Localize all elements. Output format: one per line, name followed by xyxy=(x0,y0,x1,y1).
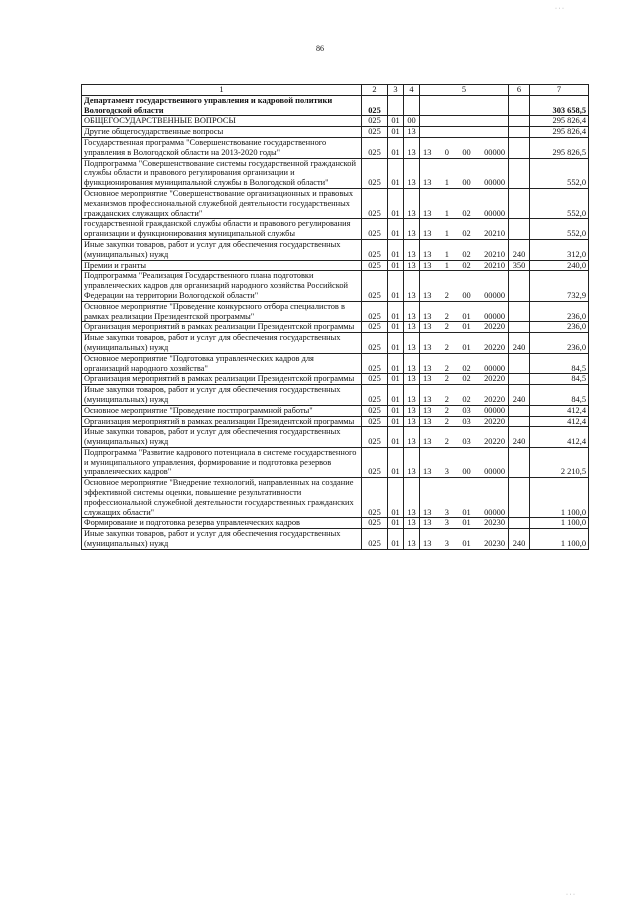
row-target-article-cell xyxy=(420,239,509,260)
target-article-part: 00 xyxy=(462,290,471,300)
target-article-part: 1 xyxy=(444,229,449,239)
target-article-part: 00000 xyxy=(484,363,505,373)
row-admin-code-cell: 025 xyxy=(362,116,388,127)
row-admin-code-cell: 025 xyxy=(362,158,388,188)
row-name-cell: Подпрограмма "Совершенствование системы государственной гражданской службы области и правового регулирования организации и функционирования муниципальной службы в Вологодской области" xyxy=(82,158,362,188)
target-article-part: 00000 xyxy=(484,507,505,517)
row-section-cell: 01 xyxy=(388,374,404,385)
target-article-part: 01 xyxy=(462,518,471,528)
row-amount-cell: 552,0 xyxy=(530,188,589,218)
row-target-article-cell xyxy=(420,127,509,138)
row-amount-cell: 236,0 xyxy=(530,301,589,322)
table-row xyxy=(82,188,589,218)
row-expense-type-cell xyxy=(509,405,530,416)
row-section-cell xyxy=(388,95,404,116)
row-amount-cell: 412,4 xyxy=(530,427,589,448)
target-article-code xyxy=(420,261,508,271)
target-article-code xyxy=(420,508,508,518)
table-row xyxy=(82,405,589,416)
target-article-part: 02 xyxy=(462,229,471,239)
target-article-part: 1 xyxy=(444,260,449,270)
row-name-cell: Государственная программа "Совершенствование государственного управления в Вологодской области на 2013-2020 годы" xyxy=(82,137,362,158)
row-admin-code-cell: 025 xyxy=(362,322,388,333)
target-article-part: 13 xyxy=(423,260,432,270)
target-article-part: 13 xyxy=(423,147,432,157)
row-amount-cell: 2 210,5 xyxy=(530,447,589,477)
row-subsection-cell: 13 xyxy=(404,518,420,529)
target-article-part: 01 xyxy=(462,311,471,321)
table-row xyxy=(82,385,589,406)
target-article-part: 20220 xyxy=(484,342,505,352)
row-expense-type-cell: 240 xyxy=(509,529,530,550)
target-article-part: 13 xyxy=(423,311,432,321)
row-expense-type-cell xyxy=(509,158,530,188)
target-article-part: 20220 xyxy=(484,416,505,426)
table-row xyxy=(82,271,589,301)
row-section-cell: 01 xyxy=(388,416,404,427)
table-row xyxy=(82,529,589,550)
table-row xyxy=(82,374,589,385)
row-amount-cell: 84,5 xyxy=(530,374,589,385)
target-article-part: 2 xyxy=(444,416,449,426)
target-article-part: 13 xyxy=(423,507,432,517)
row-subsection-cell: 13 xyxy=(404,447,420,477)
row-section-cell: 01 xyxy=(388,447,404,477)
row-target-article-cell xyxy=(420,353,509,374)
row-target-article-cell xyxy=(420,116,509,127)
row-section-cell: 01 xyxy=(388,137,404,158)
row-expense-type-cell xyxy=(509,478,530,518)
row-subsection-cell: 13 xyxy=(404,271,420,301)
row-name-cell: Департамент государственного управления и кадровой политики Вологодской области xyxy=(82,95,362,116)
target-article-code xyxy=(420,291,508,301)
row-name-cell: Организация мероприятий в рамках реализации Президентской программы xyxy=(82,322,362,333)
row-expense-type-cell xyxy=(509,219,530,240)
target-article-part: 20230 xyxy=(484,518,505,528)
row-admin-code-cell: 025 xyxy=(362,447,388,477)
row-expense-type-cell xyxy=(509,271,530,301)
target-article-code xyxy=(420,467,508,477)
table-row xyxy=(82,260,589,271)
row-name-cell: Подпрограмма "Развитие кадрового потенциала в системе государственного и муниципального управления, формирование и подготовка резервов управленческих кадров" xyxy=(82,447,362,477)
target-article-part: 20220 xyxy=(484,437,505,447)
row-expense-type-cell xyxy=(509,137,530,158)
row-amount-cell: 552,0 xyxy=(530,158,589,188)
row-admin-code-cell: 025 xyxy=(362,127,388,138)
target-article-code xyxy=(420,322,508,332)
row-subsection-cell: 13 xyxy=(404,353,420,374)
row-name-cell: Иные закупки товаров, работ и услуг для обеспечения государственных (муниципальных) нужд xyxy=(82,239,362,260)
target-article-part: 00000 xyxy=(484,467,505,477)
target-article-part: 03 xyxy=(462,416,471,426)
target-article-part: 00 xyxy=(462,178,471,188)
row-expense-type-cell xyxy=(509,301,530,322)
target-article-part: 13 xyxy=(423,342,432,352)
target-article-part: 20210 xyxy=(484,229,505,239)
target-article-part: 2 xyxy=(444,405,449,415)
row-section-cell: 01 xyxy=(388,301,404,322)
target-article-part: 01 xyxy=(462,322,471,332)
target-article-part: 00 xyxy=(462,467,471,477)
target-article-code xyxy=(420,417,508,427)
row-subsection-cell: 13 xyxy=(404,301,420,322)
target-article-part: 13 xyxy=(423,290,432,300)
target-article-part: 13 xyxy=(423,322,432,332)
target-article-part: 13 xyxy=(423,518,432,528)
row-section-cell: 01 xyxy=(388,478,404,518)
target-article-part: 02 xyxy=(462,208,471,218)
header-cell: 7 xyxy=(530,85,589,96)
row-admin-code-cell: 025 xyxy=(362,518,388,529)
target-article-part: 2 xyxy=(444,437,449,447)
row-subsection-cell: 13 xyxy=(404,137,420,158)
target-article-part: 3 xyxy=(444,467,449,477)
header-cell: 6 xyxy=(509,85,530,96)
row-admin-code-cell: 025 xyxy=(362,333,388,354)
row-name-cell: ОБЩЕГОСУДАРСТВЕННЫЕ ВОПРОСЫ xyxy=(82,116,362,127)
row-amount-cell: 236,0 xyxy=(530,322,589,333)
row-amount-cell: 412,4 xyxy=(530,405,589,416)
budget-table xyxy=(81,84,589,550)
row-target-article-cell xyxy=(420,427,509,448)
row-amount-cell: 303 658,5 xyxy=(530,95,589,116)
table-row xyxy=(82,137,589,158)
target-article-part: 13 xyxy=(423,539,432,549)
row-target-article-cell xyxy=(420,219,509,240)
row-admin-code-cell: 025 xyxy=(362,137,388,158)
target-article-part: 13 xyxy=(423,405,432,415)
row-name-cell: Иные закупки товаров, работ и услуг для обеспечения государственных (муниципальных) нужд xyxy=(82,427,362,448)
row-subsection-cell: 13 xyxy=(404,239,420,260)
row-admin-code-cell: 025 xyxy=(362,260,388,271)
target-article-part: 2 xyxy=(444,290,449,300)
target-article-part: 13 xyxy=(423,229,432,239)
row-target-article-cell xyxy=(420,333,509,354)
row-admin-code-cell: 025 xyxy=(362,301,388,322)
row-name-cell: Основное мероприятие "Внедрение технологий, направленных на создание эффективной системы оценки, повышение результативности профессиональной служебной деятельности государственных гражданских служащих области" xyxy=(82,478,362,518)
row-section-cell: 01 xyxy=(388,333,404,354)
row-subsection-cell: 13 xyxy=(404,416,420,427)
row-amount-cell: 552,0 xyxy=(530,219,589,240)
row-name-cell: Основное мероприятие "Подготовка управленческих кадров для организаций народного хозяйства" xyxy=(82,353,362,374)
target-article-code xyxy=(420,364,508,374)
row-target-article-cell xyxy=(420,447,509,477)
row-section-cell: 01 xyxy=(388,260,404,271)
row-admin-code-cell: 025 xyxy=(362,529,388,550)
table-header-row xyxy=(82,85,589,96)
target-article-code xyxy=(420,250,508,260)
row-target-article-cell xyxy=(420,405,509,416)
row-expense-type-cell xyxy=(509,518,530,529)
row-target-article-cell xyxy=(420,260,509,271)
row-expense-type-cell xyxy=(509,95,530,116)
row-admin-code-cell: 025 xyxy=(362,427,388,448)
row-name-cell: Основное мероприятие "Проведение постпрограммной работы" xyxy=(82,405,362,416)
row-section-cell: 01 xyxy=(388,405,404,416)
table-row xyxy=(82,447,589,477)
target-article-part: 20210 xyxy=(484,249,505,259)
row-subsection-cell xyxy=(404,95,420,116)
row-expense-type-cell: 240 xyxy=(509,385,530,406)
target-article-part: 2 xyxy=(444,363,449,373)
target-article-part: 02 xyxy=(462,394,471,404)
target-article-part: 02 xyxy=(462,363,471,373)
row-admin-code-cell: 025 xyxy=(362,405,388,416)
row-expense-type-cell xyxy=(509,127,530,138)
target-article-part: 2 xyxy=(444,394,449,404)
row-expense-type-cell xyxy=(509,374,530,385)
row-name-cell: Подпрограмма "Реализация Государственного плана подготовки управленческих кадров для организаций народного хозяйства Российской Федерации на территории Вологодской области" xyxy=(82,271,362,301)
row-name-cell: Иные закупки товаров, работ и услуг для обеспечения государственных (муниципальных) нужд xyxy=(82,385,362,406)
scan-mark: · · · xyxy=(566,892,575,898)
row-amount-cell: 240,0 xyxy=(530,260,589,271)
row-admin-code-cell: 025 xyxy=(362,374,388,385)
row-admin-code-cell: 025 xyxy=(362,353,388,374)
target-article-part: 13 xyxy=(423,363,432,373)
table-row xyxy=(82,95,589,116)
table-body xyxy=(82,85,589,550)
row-section-cell: 01 xyxy=(388,239,404,260)
row-amount-cell: 1 100,0 xyxy=(530,529,589,550)
target-article-part: 2 xyxy=(444,342,449,352)
row-section-cell: 01 xyxy=(388,158,404,188)
target-article-part: 00000 xyxy=(484,208,505,218)
row-section-cell: 01 xyxy=(388,385,404,406)
target-article-code xyxy=(420,518,508,528)
row-subsection-cell: 13 xyxy=(404,127,420,138)
target-article-part: 13 xyxy=(423,437,432,447)
target-article-code xyxy=(420,148,508,158)
target-article-part: 20220 xyxy=(484,394,505,404)
table-row xyxy=(82,518,589,529)
row-subsection-cell: 13 xyxy=(404,158,420,188)
target-article-part: 20220 xyxy=(484,374,505,384)
row-expense-type-cell xyxy=(509,188,530,218)
target-article-code xyxy=(420,229,508,239)
row-expense-type-cell: 240 xyxy=(509,333,530,354)
row-target-article-cell xyxy=(420,95,509,116)
row-expense-type-cell xyxy=(509,416,530,427)
target-article-part: 00000 xyxy=(484,311,505,321)
row-name-cell: Иные закупки товаров, работ и услуг для обеспечения государственных (муниципальных) нужд xyxy=(82,529,362,550)
row-name-cell: Иные закупки товаров, работ и услуг для обеспечения государственных (муниципальных) нужд xyxy=(82,333,362,354)
target-article-part: 2 xyxy=(444,311,449,321)
target-article-code xyxy=(420,312,508,322)
target-article-code xyxy=(420,178,508,188)
target-article-part: 00000 xyxy=(484,405,505,415)
row-section-cell: 01 xyxy=(388,353,404,374)
row-name-cell: Организация мероприятий в рамках реализации Президентской программы xyxy=(82,374,362,385)
table-row xyxy=(82,219,589,240)
target-article-part: 0 xyxy=(444,147,449,157)
target-article-code xyxy=(420,437,508,447)
row-expense-type-cell xyxy=(509,322,530,333)
header-cell: 4 xyxy=(404,85,420,96)
row-section-cell: 01 xyxy=(388,188,404,218)
row-admin-code-cell: 025 xyxy=(362,385,388,406)
row-amount-cell: 84,5 xyxy=(530,353,589,374)
row-subsection-cell: 13 xyxy=(404,427,420,448)
row-admin-code-cell: 025 xyxy=(362,239,388,260)
row-amount-cell: 1 100,0 xyxy=(530,478,589,518)
header-cell: 5 xyxy=(420,85,509,96)
target-article-part: 3 xyxy=(444,507,449,517)
row-admin-code-cell: 025 xyxy=(362,416,388,427)
target-article-part: 02 xyxy=(462,260,471,270)
row-amount-cell: 412,4 xyxy=(530,416,589,427)
table-row xyxy=(82,353,589,374)
row-name-cell: государственной гражданской службы области и правового регулирования организации и функционирования муниципальной службы xyxy=(82,219,362,240)
target-article-part: 13 xyxy=(423,416,432,426)
row-target-article-cell xyxy=(420,385,509,406)
row-expense-type-cell: 240 xyxy=(509,239,530,260)
target-article-part: 00000 xyxy=(484,178,505,188)
row-expense-type-cell xyxy=(509,447,530,477)
target-article-code xyxy=(420,539,508,549)
target-article-part: 3 xyxy=(444,518,449,528)
target-article-part: 1 xyxy=(444,249,449,259)
row-subsection-cell: 13 xyxy=(404,405,420,416)
row-subsection-cell: 13 xyxy=(404,385,420,406)
table-row xyxy=(82,239,589,260)
target-article-part: 03 xyxy=(462,437,471,447)
row-subsection-cell: 13 xyxy=(404,188,420,218)
row-subsection-cell: 13 xyxy=(404,478,420,518)
target-article-code xyxy=(420,343,508,353)
table-row xyxy=(82,333,589,354)
target-article-part: 20230 xyxy=(484,539,505,549)
target-article-part: 2 xyxy=(444,374,449,384)
row-subsection-cell: 00 xyxy=(404,116,420,127)
row-subsection-cell: 13 xyxy=(404,374,420,385)
row-section-cell: 01 xyxy=(388,427,404,448)
row-expense-type-cell: 240 xyxy=(509,427,530,448)
row-section-cell: 01 xyxy=(388,271,404,301)
row-target-article-cell xyxy=(420,374,509,385)
row-admin-code-cell: 025 xyxy=(362,95,388,116)
target-article-part: 03 xyxy=(462,405,471,415)
header-cell: 2 xyxy=(362,85,388,96)
row-target-article-cell xyxy=(420,158,509,188)
target-article-part: 13 xyxy=(423,178,432,188)
row-admin-code-cell: 025 xyxy=(362,478,388,518)
row-name-cell: Формирование и подготовка резерва управленческих кадров xyxy=(82,518,362,529)
target-article-code xyxy=(420,406,508,416)
row-amount-cell: 236,0 xyxy=(530,333,589,354)
table-row xyxy=(82,301,589,322)
row-amount-cell: 1 100,0 xyxy=(530,518,589,529)
row-amount-cell: 295 826,4 xyxy=(530,116,589,127)
target-article-part: 13 xyxy=(423,249,432,259)
row-name-cell: Премии и гранты xyxy=(82,260,362,271)
header-cell: 3 xyxy=(388,85,404,96)
row-name-cell: Основное мероприятие "Проведение конкурсного отбора специалистов в рамках реализации Президентской программы" xyxy=(82,301,362,322)
table-row xyxy=(82,158,589,188)
row-section-cell: 01 xyxy=(388,116,404,127)
row-subsection-cell: 13 xyxy=(404,219,420,240)
row-name-cell: Организация мероприятий в рамках реализации Президентской программы xyxy=(82,416,362,427)
table-row xyxy=(82,427,589,448)
row-name-cell: Другие общегосударственные вопросы xyxy=(82,127,362,138)
row-amount-cell: 312,0 xyxy=(530,239,589,260)
row-target-article-cell xyxy=(420,478,509,518)
row-target-article-cell xyxy=(420,518,509,529)
table-row xyxy=(82,416,589,427)
row-admin-code-cell: 025 xyxy=(362,219,388,240)
row-target-article-cell xyxy=(420,529,509,550)
row-admin-code-cell: 025 xyxy=(362,188,388,218)
target-article-part: 2 xyxy=(444,322,449,332)
scan-mark: · · · xyxy=(555,6,564,12)
row-subsection-cell: 13 xyxy=(404,333,420,354)
row-section-cell: 01 xyxy=(388,127,404,138)
target-article-code xyxy=(420,374,508,384)
target-article-part: 01 xyxy=(462,342,471,352)
row-subsection-cell: 13 xyxy=(404,529,420,550)
row-section-cell: 01 xyxy=(388,529,404,550)
row-amount-cell: 295 826,5 xyxy=(530,137,589,158)
target-article-part: 1 xyxy=(444,208,449,218)
row-amount-cell: 732,9 xyxy=(530,271,589,301)
target-article-part: 13 xyxy=(423,467,432,477)
row-subsection-cell: 13 xyxy=(404,322,420,333)
target-article-code xyxy=(420,209,508,219)
target-article-part: 02 xyxy=(462,249,471,259)
row-expense-type-cell xyxy=(509,116,530,127)
row-target-article-cell xyxy=(420,322,509,333)
row-target-article-cell xyxy=(420,301,509,322)
row-subsection-cell: 13 xyxy=(404,260,420,271)
target-article-part: 13 xyxy=(423,374,432,384)
row-target-article-cell xyxy=(420,188,509,218)
row-expense-type-cell: 350 xyxy=(509,260,530,271)
row-expense-type-cell xyxy=(509,353,530,374)
target-article-part: 3 xyxy=(444,539,449,549)
header-cell: 1 xyxy=(82,85,362,96)
table-row xyxy=(82,322,589,333)
target-article-part: 13 xyxy=(423,208,432,218)
target-article-part: 00000 xyxy=(484,147,505,157)
target-article-part: 00 xyxy=(462,147,471,157)
row-amount-cell: 295 826,4 xyxy=(530,127,589,138)
row-target-article-cell xyxy=(420,416,509,427)
row-section-cell: 01 xyxy=(388,322,404,333)
target-article-part: 01 xyxy=(462,507,471,517)
target-article-part: 01 xyxy=(462,539,471,549)
target-article-part: 02 xyxy=(462,374,471,384)
row-admin-code-cell: 025 xyxy=(362,271,388,301)
row-section-cell: 01 xyxy=(388,518,404,529)
target-article-part: 1 xyxy=(444,178,449,188)
row-target-article-cell xyxy=(420,271,509,301)
table-row xyxy=(82,478,589,518)
target-article-part: 20220 xyxy=(484,322,505,332)
target-article-part: 13 xyxy=(423,394,432,404)
row-name-cell: Основное мероприятие "Совершенствование организационных и правовых механизмов профессиональной служебной деятельности государственных гражданских служащих области" xyxy=(82,188,362,218)
page-number: 86 xyxy=(316,44,324,53)
row-section-cell: 01 xyxy=(388,219,404,240)
table-row xyxy=(82,116,589,127)
target-article-code xyxy=(420,395,508,405)
row-target-article-cell xyxy=(420,137,509,158)
row-amount-cell: 84,5 xyxy=(530,385,589,406)
table-row xyxy=(82,127,589,138)
target-article-part: 20210 xyxy=(484,260,505,270)
target-article-part: 00000 xyxy=(484,290,505,300)
